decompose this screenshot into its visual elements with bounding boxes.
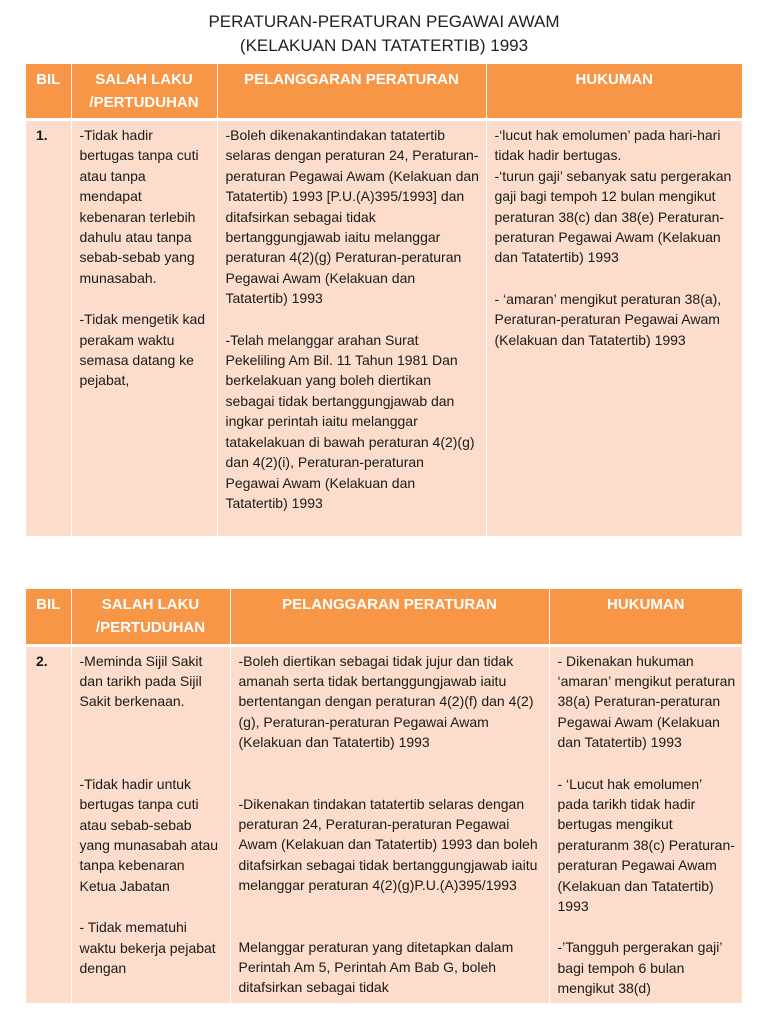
cell-salah-laku [71,645,230,1003]
header-bil: BIL [26,64,71,120]
header-hukuman: HUKUMAN [486,64,742,120]
header-pelanggaran: PELANGGARAN PERATURAN [217,64,486,120]
penalty-text: - ‘Lucut hak emolumen’ pada tarikh tidak hadir bertugas mengikut peraturanm 38(c) Peraturan-peraturan Pegawai Awam (Kelakuan dan Tatatertib) 1993 [557,775,735,914]
offence-text: -Tidak hadir bertugas tanpa cuti atau tanpa mendapat kebenaran terlebih dahulu atau tanpa sebab-sebab yang munasabah. [79,127,199,286]
discipline-table-2 [26,589,742,1003]
table-header-row [26,64,742,120]
offence-text: -Meminda Sijil Sakit dan tarikh pada Sijil Sakit berkenaan. [79,652,203,710]
penalty-text: -‘lucut hak emolumen’ pada hari-hari tidak hadir bertugas. [494,127,721,164]
violation-text: -Telah melanggar arahan Surat Pekeliling Am Bil. 11 Tahun 1981 Dan berkelakuan yang boleh diertikan sebagai tidak bertanggungjawab dan ingkar perintah iaitu melanggar tatakelakuan di bawah peraturan 4(2)(g) dan 4(2)(i), Peraturan-peraturan Pegawai Awam (Kelakuan dan Tatatertib) 1993 [225,331,475,511]
cell-pelanggaran [230,645,549,1003]
table-header-row [26,589,742,645]
title-line-1: PERATURAN-PERATURAN PEGAWAI AWAM [208,12,560,31]
violation-text: -Dikenakan tindakan tatatertib selaras dengan peraturan 24, Peraturan-peraturan Pegawai Awam (Kelakuan dan Tatatertib) 1993 dan boleh ditafsirkan sebagai tidak bertanggungjawab iaitu melanggar peraturan 4(2)(g)P.U.(A)395/1993 [238,795,538,894]
document-title [0,10,768,58]
cell-bil: 2. [26,645,71,1003]
cell-pelanggaran [217,120,486,537]
table-row [26,645,742,1003]
table-row [26,120,742,537]
title-line-2: (KELAKUAN DAN TATATERTIB) 1993 [239,36,529,55]
violation-text: -Boleh diertikan sebagai tidak jujur dan tidak amanah serta tidak bertanggungjawab iaitu bertentangan dengan peraturan 4(2)(f) dan 4(2)(g), Peraturan-peraturan Pegawai Awam (Kelakuan dan Tatatertib) 1993 [238,652,534,751]
offence-text: -Tidak mengetik kad perakam waktu semasa datang ke pejabat, [79,311,206,389]
penalty-text: - Dikenakan hukuman ‘amaran’ mengikut peraturan 38(a) Peraturan-peraturan Pegawai Awam (Kelakuan dan Tatatertib) 1993 [557,652,736,751]
penalty-text: -’Tangguh pergerakan gaji’ bagi tempoh 6 bulan mengikut 38(d) [557,939,722,997]
header-bil: BIL [26,589,71,645]
offence-text: - Tidak mematuhi waktu bekerja pejabat dengan [79,919,216,976]
header-pelanggaran: PELANGGARAN PERATURAN [230,589,549,645]
penalty-text: - ‘amaran’ mengikut peraturan 38(a), Peraturan-peraturan Pegawai Awam (Kelakuan dan Tatatertib) 1993 [494,290,722,348]
cell-bil: 1. [26,120,71,537]
cell-hukuman [486,120,742,537]
discipline-table-1 [26,64,742,536]
cell-salah-laku [71,120,217,537]
violation-text: Melanggar peraturan yang ditetapkan dalam Perintah Am 5, Perintah Am Bab G, boleh ditafsirkan sebagai tidak [238,938,514,996]
penalty-text: -‘turun gaji’ sebanyak satu pergerakan gaji bagi tempoh 12 bulan mengikut peraturan 38(c) dan 38(e) Peraturan-peraturan Pegawai Awam (Kelakuan dan Tatatertib) 1993 [494,167,732,266]
header-hukuman: HUKUMAN [549,589,742,645]
violation-text: -Boleh dikenakantindakan tatatertib selaras dengan peraturan 24, Peraturan-peraturan Pegawai Awam (Kelakuan dan Tatatertib) 1993 [P.U.(A)395/1993] dan ditafsirkan sebagai tidak bertanggungjawab iaitu melanggar peraturan 4(2)(g) Peraturan-peraturan Pegawai Awam (Kelakuan dan Tatatertib) 1993 [225,127,479,307]
offence-text: -Tidak hadir untuk bertugas tanpa cuti atau sebab-sebab yang munasabah atau tanpa kebenaran Ketua Jabatan [79,775,219,894]
header-salah-laku: SALAH LAKU /PERTUDUHAN [71,589,230,645]
cell-hukuman [549,645,742,1003]
header-salah-laku: SALAH LAKU /PERTUDUHAN [71,64,217,120]
